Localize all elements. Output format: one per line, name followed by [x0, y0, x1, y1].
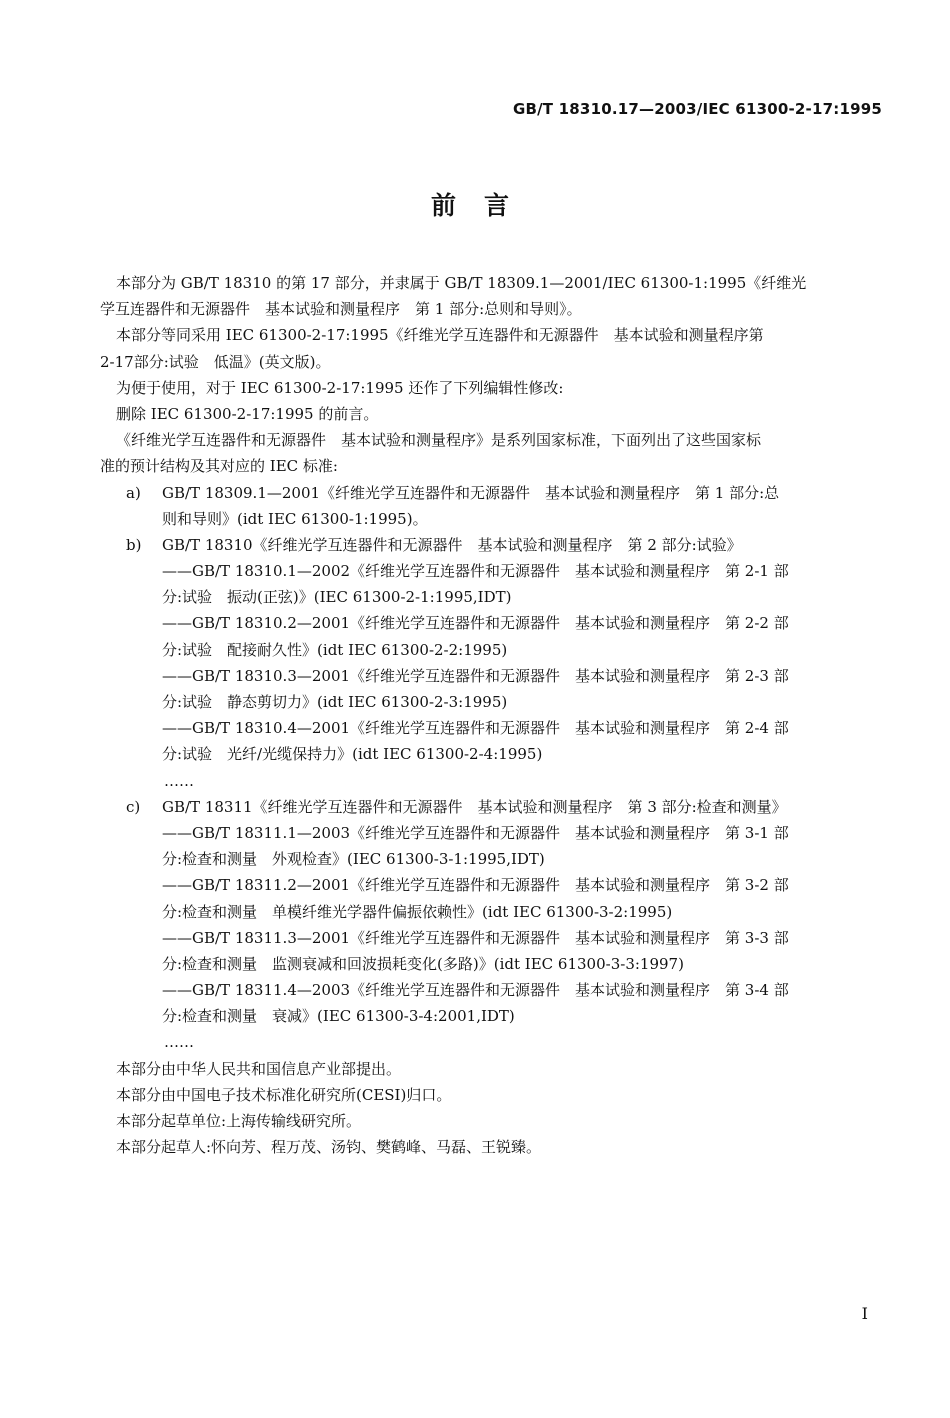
intro-line-7: 《纤维光学互连器件和无源器件 基本试验和测量程序》是系列国家标准，下面列出了这些国家标 — [116, 431, 762, 450]
sub-item-c1: ——GB/T 18311.1—2003《纤维光学互连器件和无源器件 基本试验和测量程序 第 3-1 部 — [162, 823, 789, 842]
page-title: 前言 — [430, 191, 537, 220]
intro-line-6: 删除 IEC 61300-2-17:1995 的前言。 — [116, 404, 379, 423]
sub-item-c4-cont: 分:检查和测量 衰减》(IEC 61300-3-4:2001,IDT) — [162, 1007, 515, 1026]
list-item-c — [116, 794, 882, 820]
closing-line-2: 本部分由中国电子技术标准化研究所(CESI)归口。 — [116, 1085, 452, 1104]
sub-item-b2: ——GB/T 18310.2—2001《纤维光学互连器件和无源器件 基本试验和测量程序 第 2-2 部 — [162, 614, 789, 633]
sub-item-c3: ——GB/T 18311.3—2001《纤维光学互连器件和无源器件 基本试验和测量程序 第 3-3 部 — [162, 928, 789, 947]
ellipsis-b: …… — [164, 771, 194, 790]
list-label-c: c) — [126, 797, 141, 816]
intro-line-8: 准的预计结构及其对应的 IEC 标准: — [100, 457, 338, 476]
ellipsis-c: …… — [164, 1033, 194, 1052]
sub-item-c2: ——GB/T 18311.2—2001《纤维光学互连器件和无源器件 基本试验和测量程序 第 3-2 部 — [162, 876, 789, 895]
sub-item-c1-cont: 分:检查和测量 外观检查》(IEC 61300-3-1:1995,IDT) — [162, 850, 545, 869]
page-number: I — [861, 1304, 868, 1323]
intro-line-1: 本部分为 GB/T 18310 的第 17 部分，并隶属于 GB/T 18309.1—2001/IEC 61300-1:1995《纤维光 — [116, 274, 807, 292]
list-item-a-cont: 则和导则》(idt IEC 61300-1:1995)。 — [162, 509, 428, 528]
closing-line-1: 本部分由中华人民共和国信息产业部提出。 — [116, 1059, 402, 1078]
sub-item-c4: ——GB/T 18311.4—2003《纤维光学互连器件和无源器件 基本试验和测量程序 第 3-4 部 — [162, 981, 789, 1000]
intro-line-3: 本部分等同采用 IEC 61300-2-17:1995《纤维光学互连器件和无源器件 基本试验和测量程序第 — [116, 326, 764, 345]
list-item-a-text: GB/T 18309.1—2001《纤维光学互连器件和无源器件 基本试验和测量程序 第 1 部分:总 — [162, 483, 780, 502]
sub-item-b3: ——GB/T 18310.3—2001《纤维光学互连器件和无源器件 基本试验和测量程序 第 2-3 部 — [162, 666, 789, 685]
intro-line-2: 学互连器件和无源器件 基本试验和测量程序 第 1 部分:总则和导则》。 — [100, 300, 582, 319]
list-label-a: a) — [126, 483, 141, 502]
list-item-b — [116, 532, 882, 558]
list-label-b: b) — [126, 535, 142, 554]
sub-item-c2-cont: 分:检查和测量 单模纤维光学器件偏振依赖性》(idt IEC 61300-3-2:1995) — [162, 902, 673, 921]
list-item-a — [116, 480, 882, 506]
sub-item-b4: ——GB/T 18310.4—2001《纤维光学互连器件和无源器件 基本试验和测量程序 第 2-4 部 — [162, 719, 789, 738]
document-body — [100, 270, 882, 1160]
sub-item-b4-cont: 分:试验 光纤/光缆保持力》(idt IEC 61300-2-4:1995) — [162, 745, 543, 764]
intro-line-4: 2-17部分:试验 低温》(英文版)。 — [100, 352, 331, 371]
standard-code-header: GB/T 18310.17—2003/IEC 61300-2-17:1995 — [512, 100, 882, 118]
list-item-b-text: GB/T 18310《纤维光学互连器件和无源器件 基本试验和测量程序 第 2 部分:试验》 — [162, 535, 742, 554]
closing-line-3: 本部分起草单位:上海传输线研究所。 — [116, 1112, 362, 1130]
sub-item-b2-cont: 分:试验 配接耐久性》(idt IEC 61300-2-2:1995) — [162, 640, 508, 659]
sub-item-b1: ——GB/T 18310.1—2002《纤维光学互连器件和无源器件 基本试验和测量程序 第 2-1 部 — [162, 562, 789, 581]
sub-item-b1-cont: 分:试验 振动(正弦)》(IEC 61300-2-1:1995,IDT) — [162, 588, 512, 607]
sub-item-b3-cont: 分:试验 静态剪切力》(idt IEC 61300-2-3:1995) — [162, 693, 508, 711]
closing-line-4: 本部分起草人:怀向芳、程万茂、汤钧、樊鹤峰、马磊、王锐臻。 — [116, 1138, 542, 1157]
sub-item-c3-cont: 分:检查和测量 监测衰减和回波损耗变化(多路)》(idt IEC 61300-3-3:1997) — [162, 954, 684, 973]
list-item-c-text: GB/T 18311《纤维光学互连器件和无源器件 基本试验和测量程序 第 3 部分:检查和测量》 — [162, 797, 787, 816]
intro-line-5: 为便于使用，对于 IEC 61300-2-17:1995 还作了下列编辑性修改: — [116, 378, 564, 397]
